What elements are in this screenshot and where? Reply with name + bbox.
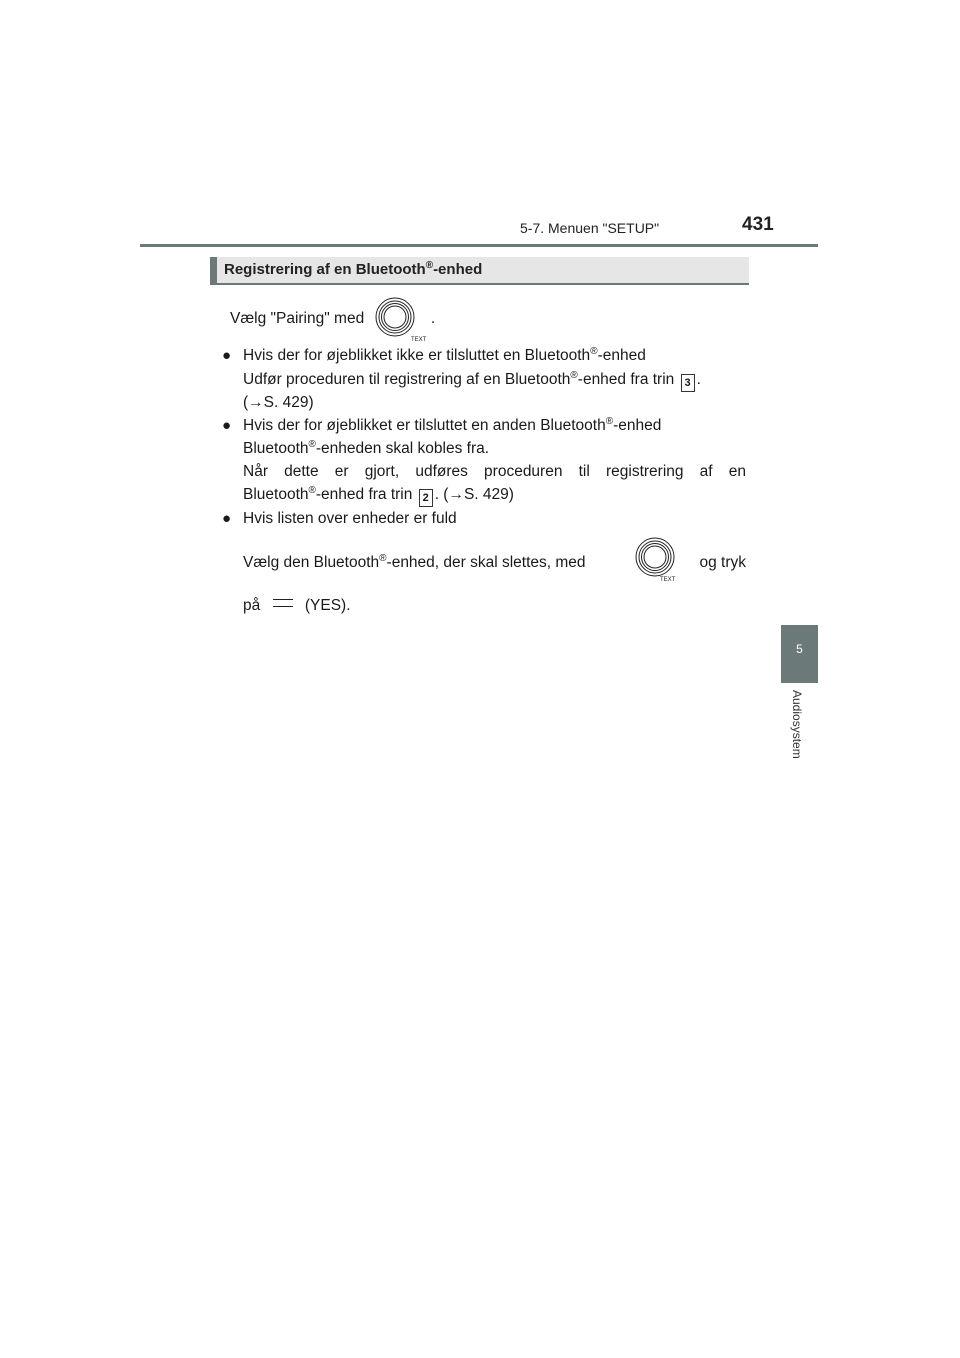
section-heading-title: Registrering af en Bluetooth®-enhed (224, 260, 483, 278)
chapter-tab-label (788, 690, 808, 790)
chapter-number: 5 (796, 642, 803, 656)
bullet-2-line-4: Bluetooth®-enhed fra trin 2 . (→S. 429) (243, 486, 514, 507)
section-heading-bar (210, 257, 217, 285)
bullet-3-line-3: på (YES). (243, 597, 351, 614)
bullet-3-line-1: Hvis listen over enheder er fuld (243, 510, 457, 527)
page-number: 431 (742, 214, 774, 235)
step-3-icon: 3 (681, 374, 695, 392)
tune-knob-icon (373, 296, 426, 343)
bullet-1-mark: ● (222, 347, 232, 364)
chapter-tab (781, 625, 818, 683)
intro-text: Vælg "Pairing" med (230, 310, 365, 327)
bullet-2-line-2: Bluetooth®-enheden skal kobles fra. (243, 439, 490, 457)
dash-button-icon (273, 599, 293, 607)
bullet-2-line-1: Hvis der for øjeblikket er tilsluttet en anden Bluetooth®-enhed (243, 416, 662, 434)
bullet-1-line-3: (→S. 429) (243, 394, 314, 411)
step-2-icon: 2 (419, 489, 433, 507)
bullet-2-mark: ● (222, 417, 232, 434)
svg-text:TEXT: TEXT (410, 337, 426, 343)
bullet-3-line-2: Vælg den Bluetooth®-enhed, der skal slettes, med TEXT og tryk (243, 554, 746, 578)
intro-period: . (430, 310, 436, 327)
section-heading (210, 257, 749, 285)
bullet-3-mark: ● (222, 510, 232, 527)
bullet-2-line-3: Når dette er gjort, udføres proceduren til registrering af en (243, 463, 746, 480)
svg-text:TEXT: TEXT (660, 577, 676, 583)
header-rule (140, 244, 818, 247)
tune-knob-icon-2 (633, 536, 683, 582)
bullet-1-line-2: Udfør proceduren til registrering af en Bluetooth®-enhed fra trin 3 . (243, 371, 701, 392)
chapter-section-title: 5-7. Menuen "SETUP" (520, 220, 660, 236)
intro-line (230, 296, 435, 342)
bullet-1-line-1: Hvis der for øjeblikket ikke er tilsluttet en Bluetooth®-enhed (243, 346, 646, 364)
chapter-label-text: Audiosystem (790, 690, 804, 759)
